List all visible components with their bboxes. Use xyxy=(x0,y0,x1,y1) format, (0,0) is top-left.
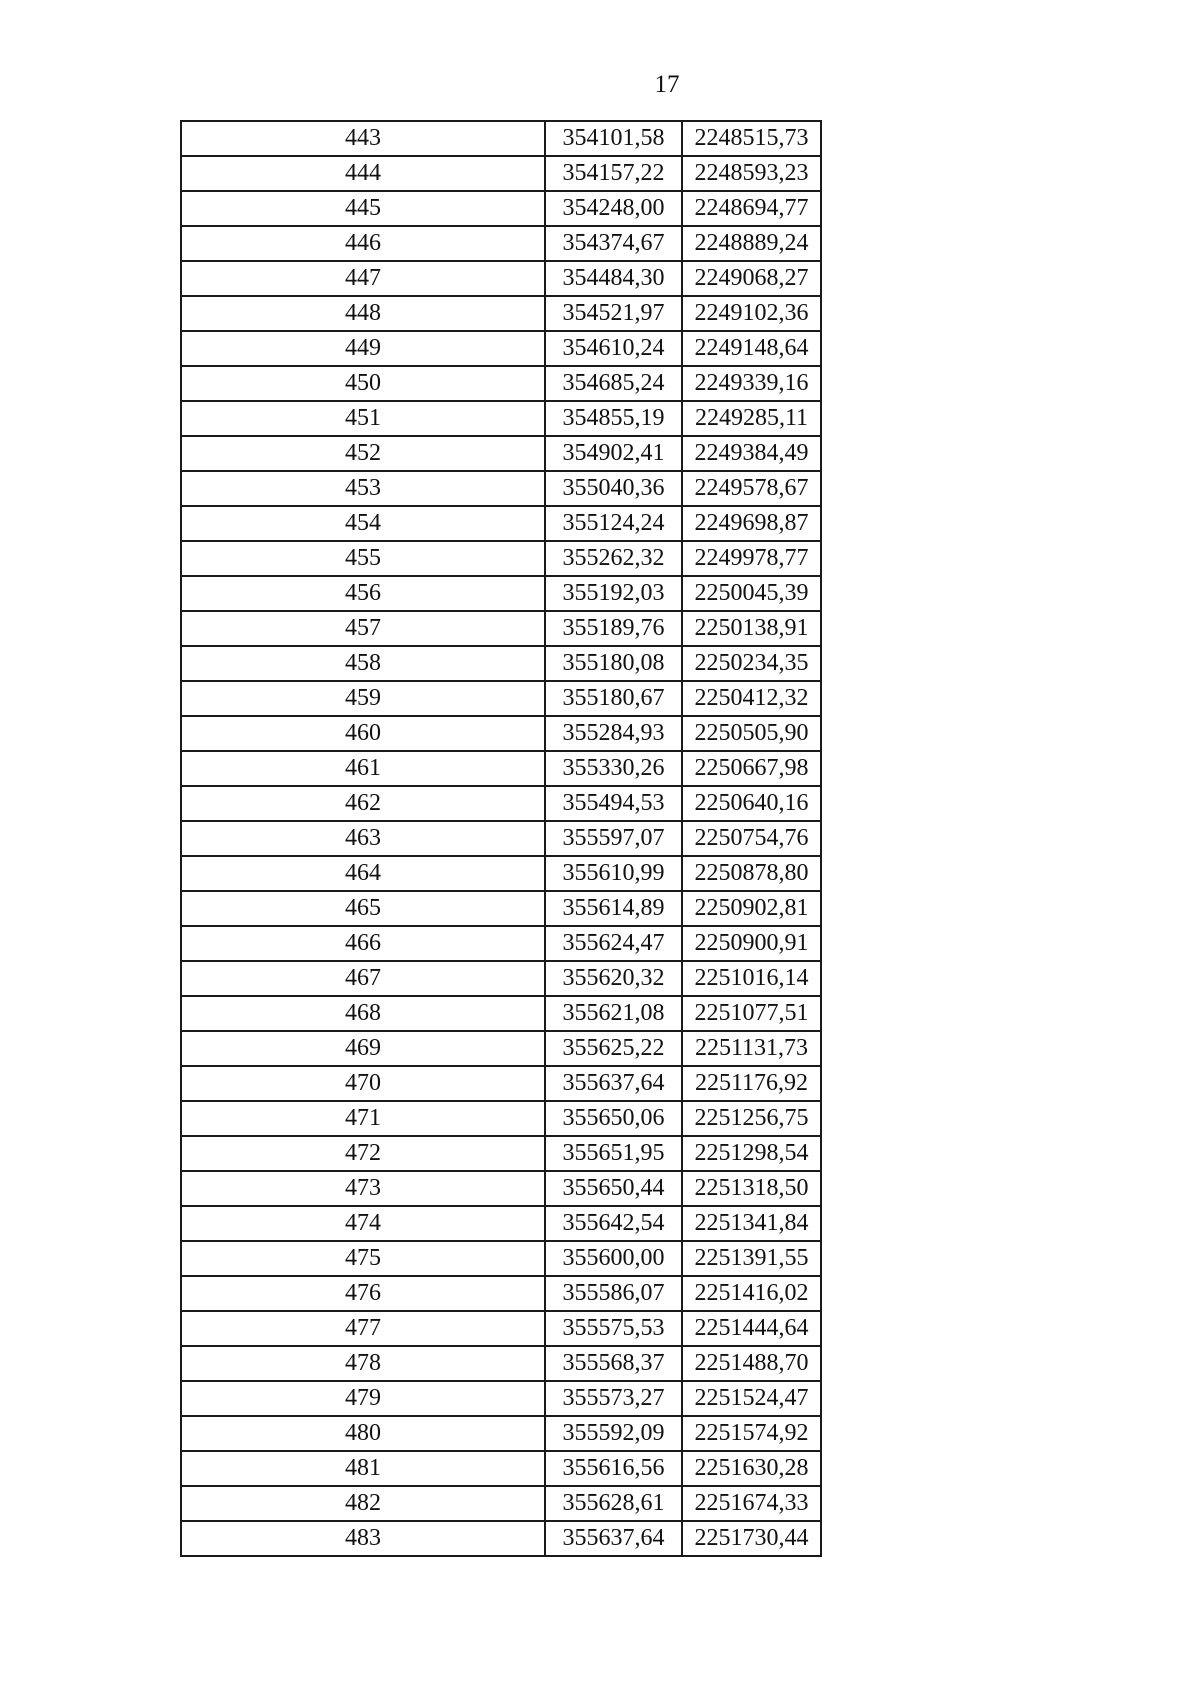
x-coordinate-cell: 355651,95 xyxy=(545,1136,682,1171)
point-number-cell: 448 xyxy=(181,296,545,331)
point-number-cell: 444 xyxy=(181,156,545,191)
y-coordinate-cell: 2251488,70 xyxy=(682,1346,821,1381)
point-number-cell: 482 xyxy=(181,1486,545,1521)
table-row xyxy=(181,296,821,331)
point-number-cell: 449 xyxy=(181,331,545,366)
x-coordinate-cell: 355637,64 xyxy=(545,1521,682,1556)
y-coordinate-cell: 2250667,98 xyxy=(682,751,821,786)
x-coordinate-cell: 355568,37 xyxy=(545,1346,682,1381)
table-row xyxy=(181,1206,821,1241)
y-coordinate-cell: 2251318,50 xyxy=(682,1171,821,1206)
x-coordinate-cell: 354610,24 xyxy=(545,331,682,366)
x-coordinate-cell: 354101,58 xyxy=(545,121,682,156)
x-coordinate-cell: 355192,03 xyxy=(545,576,682,611)
y-coordinate-cell: 2249148,64 xyxy=(682,331,821,366)
table-row xyxy=(181,156,821,191)
x-coordinate-cell: 355650,06 xyxy=(545,1101,682,1136)
table-row xyxy=(181,261,821,296)
y-coordinate-cell: 2248889,24 xyxy=(682,226,821,261)
y-coordinate-cell: 2250234,35 xyxy=(682,646,821,681)
table-row xyxy=(181,366,821,401)
point-number-cell: 447 xyxy=(181,261,545,296)
y-coordinate-cell: 2248515,73 xyxy=(682,121,821,156)
point-number-cell: 475 xyxy=(181,1241,545,1276)
table-row xyxy=(181,786,821,821)
point-number-cell: 478 xyxy=(181,1346,545,1381)
x-coordinate-cell: 354685,24 xyxy=(545,366,682,401)
table-row xyxy=(181,611,821,646)
x-coordinate-cell: 355616,56 xyxy=(545,1451,682,1486)
point-number-cell: 477 xyxy=(181,1311,545,1346)
table-row xyxy=(181,926,821,961)
x-coordinate-cell: 355189,76 xyxy=(545,611,682,646)
point-number-cell: 464 xyxy=(181,856,545,891)
point-number-cell: 465 xyxy=(181,891,545,926)
table-row xyxy=(181,751,821,786)
point-number-cell: 454 xyxy=(181,506,545,541)
table-row xyxy=(181,471,821,506)
x-coordinate-cell: 355597,07 xyxy=(545,821,682,856)
point-number-cell: 461 xyxy=(181,751,545,786)
table-row xyxy=(181,1486,821,1521)
y-coordinate-cell: 2249068,27 xyxy=(682,261,821,296)
point-number-cell: 474 xyxy=(181,1206,545,1241)
y-coordinate-cell: 2251391,55 xyxy=(682,1241,821,1276)
x-coordinate-cell: 354855,19 xyxy=(545,401,682,436)
x-coordinate-cell: 355620,32 xyxy=(545,961,682,996)
point-number-cell: 445 xyxy=(181,191,545,226)
table-row xyxy=(181,1521,821,1556)
point-number-cell: 462 xyxy=(181,786,545,821)
x-coordinate-cell: 355610,99 xyxy=(545,856,682,891)
point-number-cell: 466 xyxy=(181,926,545,961)
x-coordinate-cell: 355628,61 xyxy=(545,1486,682,1521)
table-row xyxy=(181,716,821,751)
y-coordinate-cell: 2251016,14 xyxy=(682,961,821,996)
x-coordinate-cell: 354374,67 xyxy=(545,226,682,261)
table-row xyxy=(181,961,821,996)
table-row xyxy=(181,506,821,541)
table-row xyxy=(181,1311,821,1346)
point-number-cell: 459 xyxy=(181,681,545,716)
point-number-cell: 450 xyxy=(181,366,545,401)
y-coordinate-cell: 2249698,87 xyxy=(682,506,821,541)
x-coordinate-cell: 355621,08 xyxy=(545,996,682,1031)
point-number-cell: 463 xyxy=(181,821,545,856)
point-number-cell: 470 xyxy=(181,1066,545,1101)
x-coordinate-cell: 355592,09 xyxy=(545,1416,682,1451)
table-row xyxy=(181,576,821,611)
y-coordinate-cell: 2248593,23 xyxy=(682,156,821,191)
point-number-cell: 471 xyxy=(181,1101,545,1136)
point-number-cell: 467 xyxy=(181,961,545,996)
y-coordinate-cell: 2251730,44 xyxy=(682,1521,821,1556)
x-coordinate-cell: 355330,26 xyxy=(545,751,682,786)
table-row xyxy=(181,1171,821,1206)
y-coordinate-cell: 2251630,28 xyxy=(682,1451,821,1486)
coordinates-table xyxy=(180,120,822,1557)
y-coordinate-cell: 2251444,64 xyxy=(682,1311,821,1346)
y-coordinate-cell: 2251131,73 xyxy=(682,1031,821,1066)
y-coordinate-cell: 2251416,02 xyxy=(682,1276,821,1311)
y-coordinate-cell: 2249384,49 xyxy=(682,436,821,471)
x-coordinate-cell: 355575,53 xyxy=(545,1311,682,1346)
table-row xyxy=(181,821,821,856)
y-coordinate-cell: 2251574,92 xyxy=(682,1416,821,1451)
table-row xyxy=(181,996,821,1031)
point-number-cell: 446 xyxy=(181,226,545,261)
table-row xyxy=(181,191,821,226)
table-row xyxy=(181,1346,821,1381)
y-coordinate-cell: 2251176,92 xyxy=(682,1066,821,1101)
table-row xyxy=(181,226,821,261)
x-coordinate-cell: 355124,24 xyxy=(545,506,682,541)
y-coordinate-cell: 2250505,90 xyxy=(682,716,821,751)
x-coordinate-cell: 355180,08 xyxy=(545,646,682,681)
x-coordinate-cell: 354157,22 xyxy=(545,156,682,191)
point-number-cell: 476 xyxy=(181,1276,545,1311)
y-coordinate-cell: 2250045,39 xyxy=(682,576,821,611)
y-coordinate-cell: 2250900,91 xyxy=(682,926,821,961)
x-coordinate-cell: 355624,47 xyxy=(545,926,682,961)
x-coordinate-cell: 355262,32 xyxy=(545,541,682,576)
coordinates-table-body xyxy=(181,121,821,1556)
x-coordinate-cell: 355573,27 xyxy=(545,1381,682,1416)
point-number-cell: 480 xyxy=(181,1416,545,1451)
point-number-cell: 453 xyxy=(181,471,545,506)
y-coordinate-cell: 2251524,47 xyxy=(682,1381,821,1416)
x-coordinate-cell: 355494,53 xyxy=(545,786,682,821)
x-coordinate-cell: 354484,30 xyxy=(545,261,682,296)
y-coordinate-cell: 2251077,51 xyxy=(682,996,821,1031)
point-number-cell: 469 xyxy=(181,1031,545,1066)
table-row xyxy=(181,401,821,436)
point-number-cell: 481 xyxy=(181,1451,545,1486)
table-row xyxy=(181,1451,821,1486)
y-coordinate-cell: 2248694,77 xyxy=(682,191,821,226)
point-number-cell: 468 xyxy=(181,996,545,1031)
y-coordinate-cell: 2251341,84 xyxy=(682,1206,821,1241)
y-coordinate-cell: 2250412,32 xyxy=(682,681,821,716)
y-coordinate-cell: 2251298,54 xyxy=(682,1136,821,1171)
y-coordinate-cell: 2249285,11 xyxy=(682,401,821,436)
point-number-cell: 456 xyxy=(181,576,545,611)
y-coordinate-cell: 2250138,91 xyxy=(682,611,821,646)
page-number: 17 xyxy=(654,71,680,98)
y-coordinate-cell: 2251674,33 xyxy=(682,1486,821,1521)
point-number-cell: 458 xyxy=(181,646,545,681)
x-coordinate-cell: 354902,41 xyxy=(545,436,682,471)
x-coordinate-cell: 355180,67 xyxy=(545,681,682,716)
x-coordinate-cell: 355614,89 xyxy=(545,891,682,926)
point-number-cell: 455 xyxy=(181,541,545,576)
table-row xyxy=(181,891,821,926)
y-coordinate-cell: 2249978,77 xyxy=(682,541,821,576)
point-number-cell: 460 xyxy=(181,716,545,751)
x-coordinate-cell: 355040,36 xyxy=(545,471,682,506)
x-coordinate-cell: 354248,00 xyxy=(545,191,682,226)
table-row xyxy=(181,121,821,156)
y-coordinate-cell: 2251256,75 xyxy=(682,1101,821,1136)
y-coordinate-cell: 2250754,76 xyxy=(682,821,821,856)
table-row xyxy=(181,1381,821,1416)
y-coordinate-cell: 2250878,80 xyxy=(682,856,821,891)
x-coordinate-cell: 355650,44 xyxy=(545,1171,682,1206)
table-row xyxy=(181,681,821,716)
table-row xyxy=(181,541,821,576)
point-number-cell: 473 xyxy=(181,1171,545,1206)
x-coordinate-cell: 355637,64 xyxy=(545,1066,682,1101)
y-coordinate-cell: 2249578,67 xyxy=(682,471,821,506)
table-row xyxy=(181,331,821,366)
y-coordinate-cell: 2250640,16 xyxy=(682,786,821,821)
table-row xyxy=(181,646,821,681)
point-number-cell: 443 xyxy=(181,121,545,156)
point-number-cell: 451 xyxy=(181,401,545,436)
x-coordinate-cell: 355642,54 xyxy=(545,1206,682,1241)
x-coordinate-cell: 355625,22 xyxy=(545,1031,682,1066)
point-number-cell: 452 xyxy=(181,436,545,471)
table-row xyxy=(181,1066,821,1101)
table-row xyxy=(181,1136,821,1171)
point-number-cell: 457 xyxy=(181,611,545,646)
x-coordinate-cell: 355284,93 xyxy=(545,716,682,751)
table-row xyxy=(181,436,821,471)
table-row xyxy=(181,1241,821,1276)
x-coordinate-cell: 355586,07 xyxy=(545,1276,682,1311)
table-row xyxy=(181,1031,821,1066)
y-coordinate-cell: 2249102,36 xyxy=(682,296,821,331)
point-number-cell: 483 xyxy=(181,1521,545,1556)
y-coordinate-cell: 2249339,16 xyxy=(682,366,821,401)
table-row xyxy=(181,856,821,891)
point-number-cell: 479 xyxy=(181,1381,545,1416)
x-coordinate-cell: 354521,97 xyxy=(545,296,682,331)
y-coordinate-cell: 2250902,81 xyxy=(682,891,821,926)
point-number-cell: 472 xyxy=(181,1136,545,1171)
table-row xyxy=(181,1276,821,1311)
table-row xyxy=(181,1416,821,1451)
table-row xyxy=(181,1101,821,1136)
x-coordinate-cell: 355600,00 xyxy=(545,1241,682,1276)
